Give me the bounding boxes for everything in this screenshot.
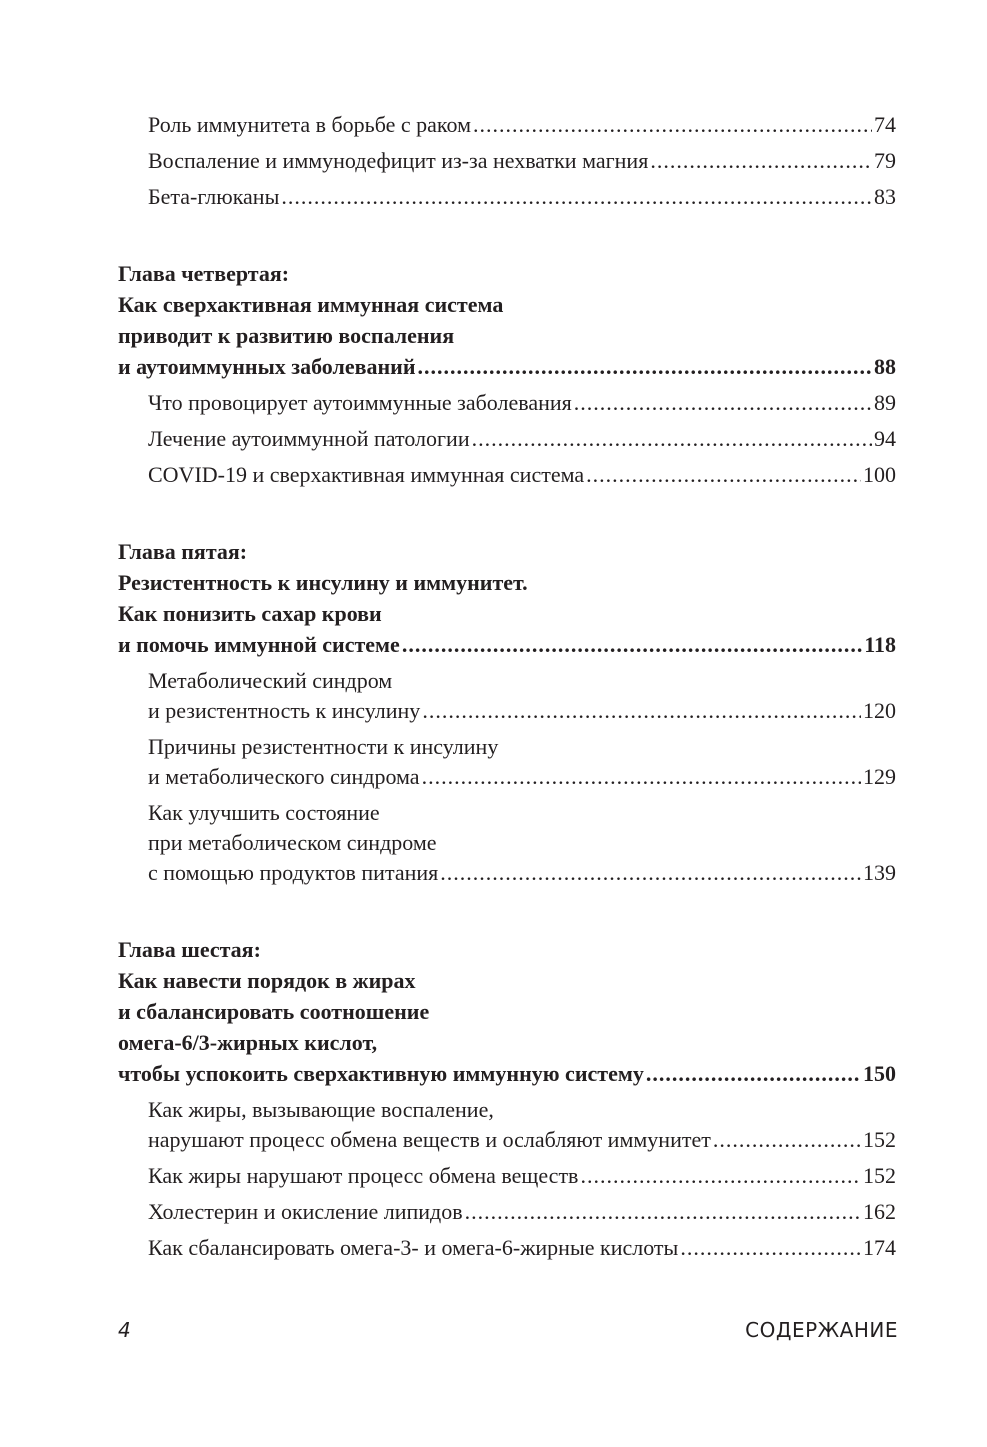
toc-entry-title-line: и метаболического синдрома <box>148 764 420 789</box>
chapter-label: Глава пятая: <box>118 539 248 564</box>
toc-entry-page: 79 <box>874 148 896 173</box>
chapter-title-line: Как сверхактивная иммунная система <box>118 292 504 317</box>
toc-entry-page: 94 <box>874 426 896 451</box>
toc-entry-title-line: Метаболический синдром <box>148 668 393 693</box>
chapter-page: 150 <box>863 1061 896 1086</box>
dot-leader <box>418 351 872 382</box>
toc-entry[interactable] <box>118 732 896 792</box>
toc-entry-title: COVID-19 и сверхактивная иммунная система <box>148 462 585 487</box>
dot-leader <box>440 858 861 888</box>
toc-entry-page: 74 <box>874 112 896 137</box>
chapter-title-line: Как навести порядок в жирах <box>118 968 416 993</box>
toc-entry-page: 162 <box>863 1199 896 1224</box>
chapter-title-line: приводит к развитию воспаления <box>118 323 455 348</box>
toc-entry-page: 83 <box>874 184 896 209</box>
chapter-label: Глава шестая: <box>118 937 261 962</box>
toc-entry-title: Как сбалансировать омега-3- и омега-6-жирные кислоты <box>148 1235 679 1260</box>
toc-entry-title: Что провоцирует аутоиммунные заболевания <box>148 390 572 415</box>
toc-entry-title-line: с помощью продуктов питания <box>148 860 439 885</box>
chapter-label: Глава четвертая: <box>118 261 290 286</box>
toc-entry-title-line: Как жиры, вызывающие воспаление, <box>148 1097 494 1122</box>
chapter-title-line: Резистентность к инсулину и иммунитет. <box>118 570 528 595</box>
toc-entry-title: Холестерин и окисление липидов <box>148 1199 463 1224</box>
dot-leader <box>281 182 872 212</box>
dot-leader <box>680 1233 861 1263</box>
chapter-title-line: и сбалансировать соотношение <box>118 999 430 1024</box>
dot-leader <box>465 1197 861 1227</box>
toc-entry-title-line: Причины резистентности к инсулину <box>148 734 499 759</box>
toc-entry-title: Роль иммунитета в борьбе с раком <box>148 112 471 137</box>
dot-leader <box>472 424 872 454</box>
toc-entry-title-line: Как улучшить состояние <box>148 800 380 825</box>
chapter-6 <box>118 934 896 1263</box>
toc-entry-title: Воспаление и иммунодефицит из-за нехватки магния <box>148 148 649 173</box>
dot-leader <box>574 388 872 418</box>
toc-entry-page: 89 <box>874 390 896 415</box>
dot-leader <box>586 460 861 490</box>
chapter-title-line: и помочь иммунной системе <box>118 632 400 657</box>
toc-entry-title-line: и резистентность к инсулину <box>148 698 421 723</box>
toc-entry[interactable] <box>118 110 896 140</box>
toc-entry[interactable] <box>118 1161 896 1191</box>
toc-entry[interactable] <box>118 666 896 726</box>
toc-entry[interactable] <box>118 460 896 490</box>
page-number: 4 <box>118 1318 131 1342</box>
chapter-title-line: омега-6/3-жирных кислот, <box>118 1030 378 1055</box>
dot-leader <box>580 1161 861 1191</box>
toc-entry[interactable] <box>118 1233 896 1263</box>
chapter-5 <box>118 536 896 888</box>
chapter-title-entry[interactable] <box>118 351 896 382</box>
running-title: СОДЕРЖАНИЕ <box>745 1318 898 1342</box>
toc-entry-title-line: при метаболическом синдроме <box>148 830 437 855</box>
toc-entry[interactable] <box>118 424 896 454</box>
toc-entry-page: 129 <box>863 764 896 789</box>
toc-entry[interactable] <box>118 388 896 418</box>
toc-top-items <box>118 110 896 212</box>
toc-entry-title: Лечение аутоиммунной патологии <box>148 426 470 451</box>
table-of-contents <box>118 110 896 1269</box>
dot-leader <box>713 1125 861 1155</box>
dot-leader <box>650 146 872 176</box>
toc-entry[interactable] <box>118 146 896 176</box>
toc-entry[interactable] <box>118 798 896 888</box>
dot-leader <box>402 629 862 660</box>
toc-entry-page: 120 <box>863 698 896 723</box>
toc-entry[interactable] <box>118 1197 896 1227</box>
dot-leader <box>422 762 861 792</box>
toc-entry-title-line: нарушают процесс обмена веществ и ослабляют иммунитет <box>148 1127 711 1152</box>
dot-leader <box>646 1058 861 1089</box>
toc-entry-page: 100 <box>863 462 896 487</box>
toc-entry[interactable] <box>118 1095 896 1155</box>
chapter-title-entry[interactable] <box>118 629 896 660</box>
chapter-page: 88 <box>874 354 896 379</box>
toc-entry[interactable] <box>118 182 896 212</box>
toc-entry-page: 174 <box>863 1235 896 1260</box>
chapter-title-line: Как понизить сахар крови <box>118 601 382 626</box>
chapter-4 <box>118 258 896 490</box>
dot-leader <box>422 696 861 726</box>
toc-entry-page: 152 <box>863 1163 896 1188</box>
toc-entry-page: 152 <box>863 1127 896 1152</box>
chapter-title-line: и аутоиммунных заболеваний <box>118 354 416 379</box>
toc-entry-page: 139 <box>863 860 896 885</box>
chapter-title-line: чтобы успокоить сверхактивную иммунную систему <box>118 1061 644 1086</box>
toc-entry-title: Бета-глюканы <box>148 184 280 209</box>
chapter-title-entry[interactable] <box>118 1058 896 1089</box>
chapter-page: 118 <box>864 632 896 657</box>
dot-leader <box>473 110 872 140</box>
toc-entry-title: Как жиры нарушают процесс обмена веществ <box>148 1163 579 1188</box>
